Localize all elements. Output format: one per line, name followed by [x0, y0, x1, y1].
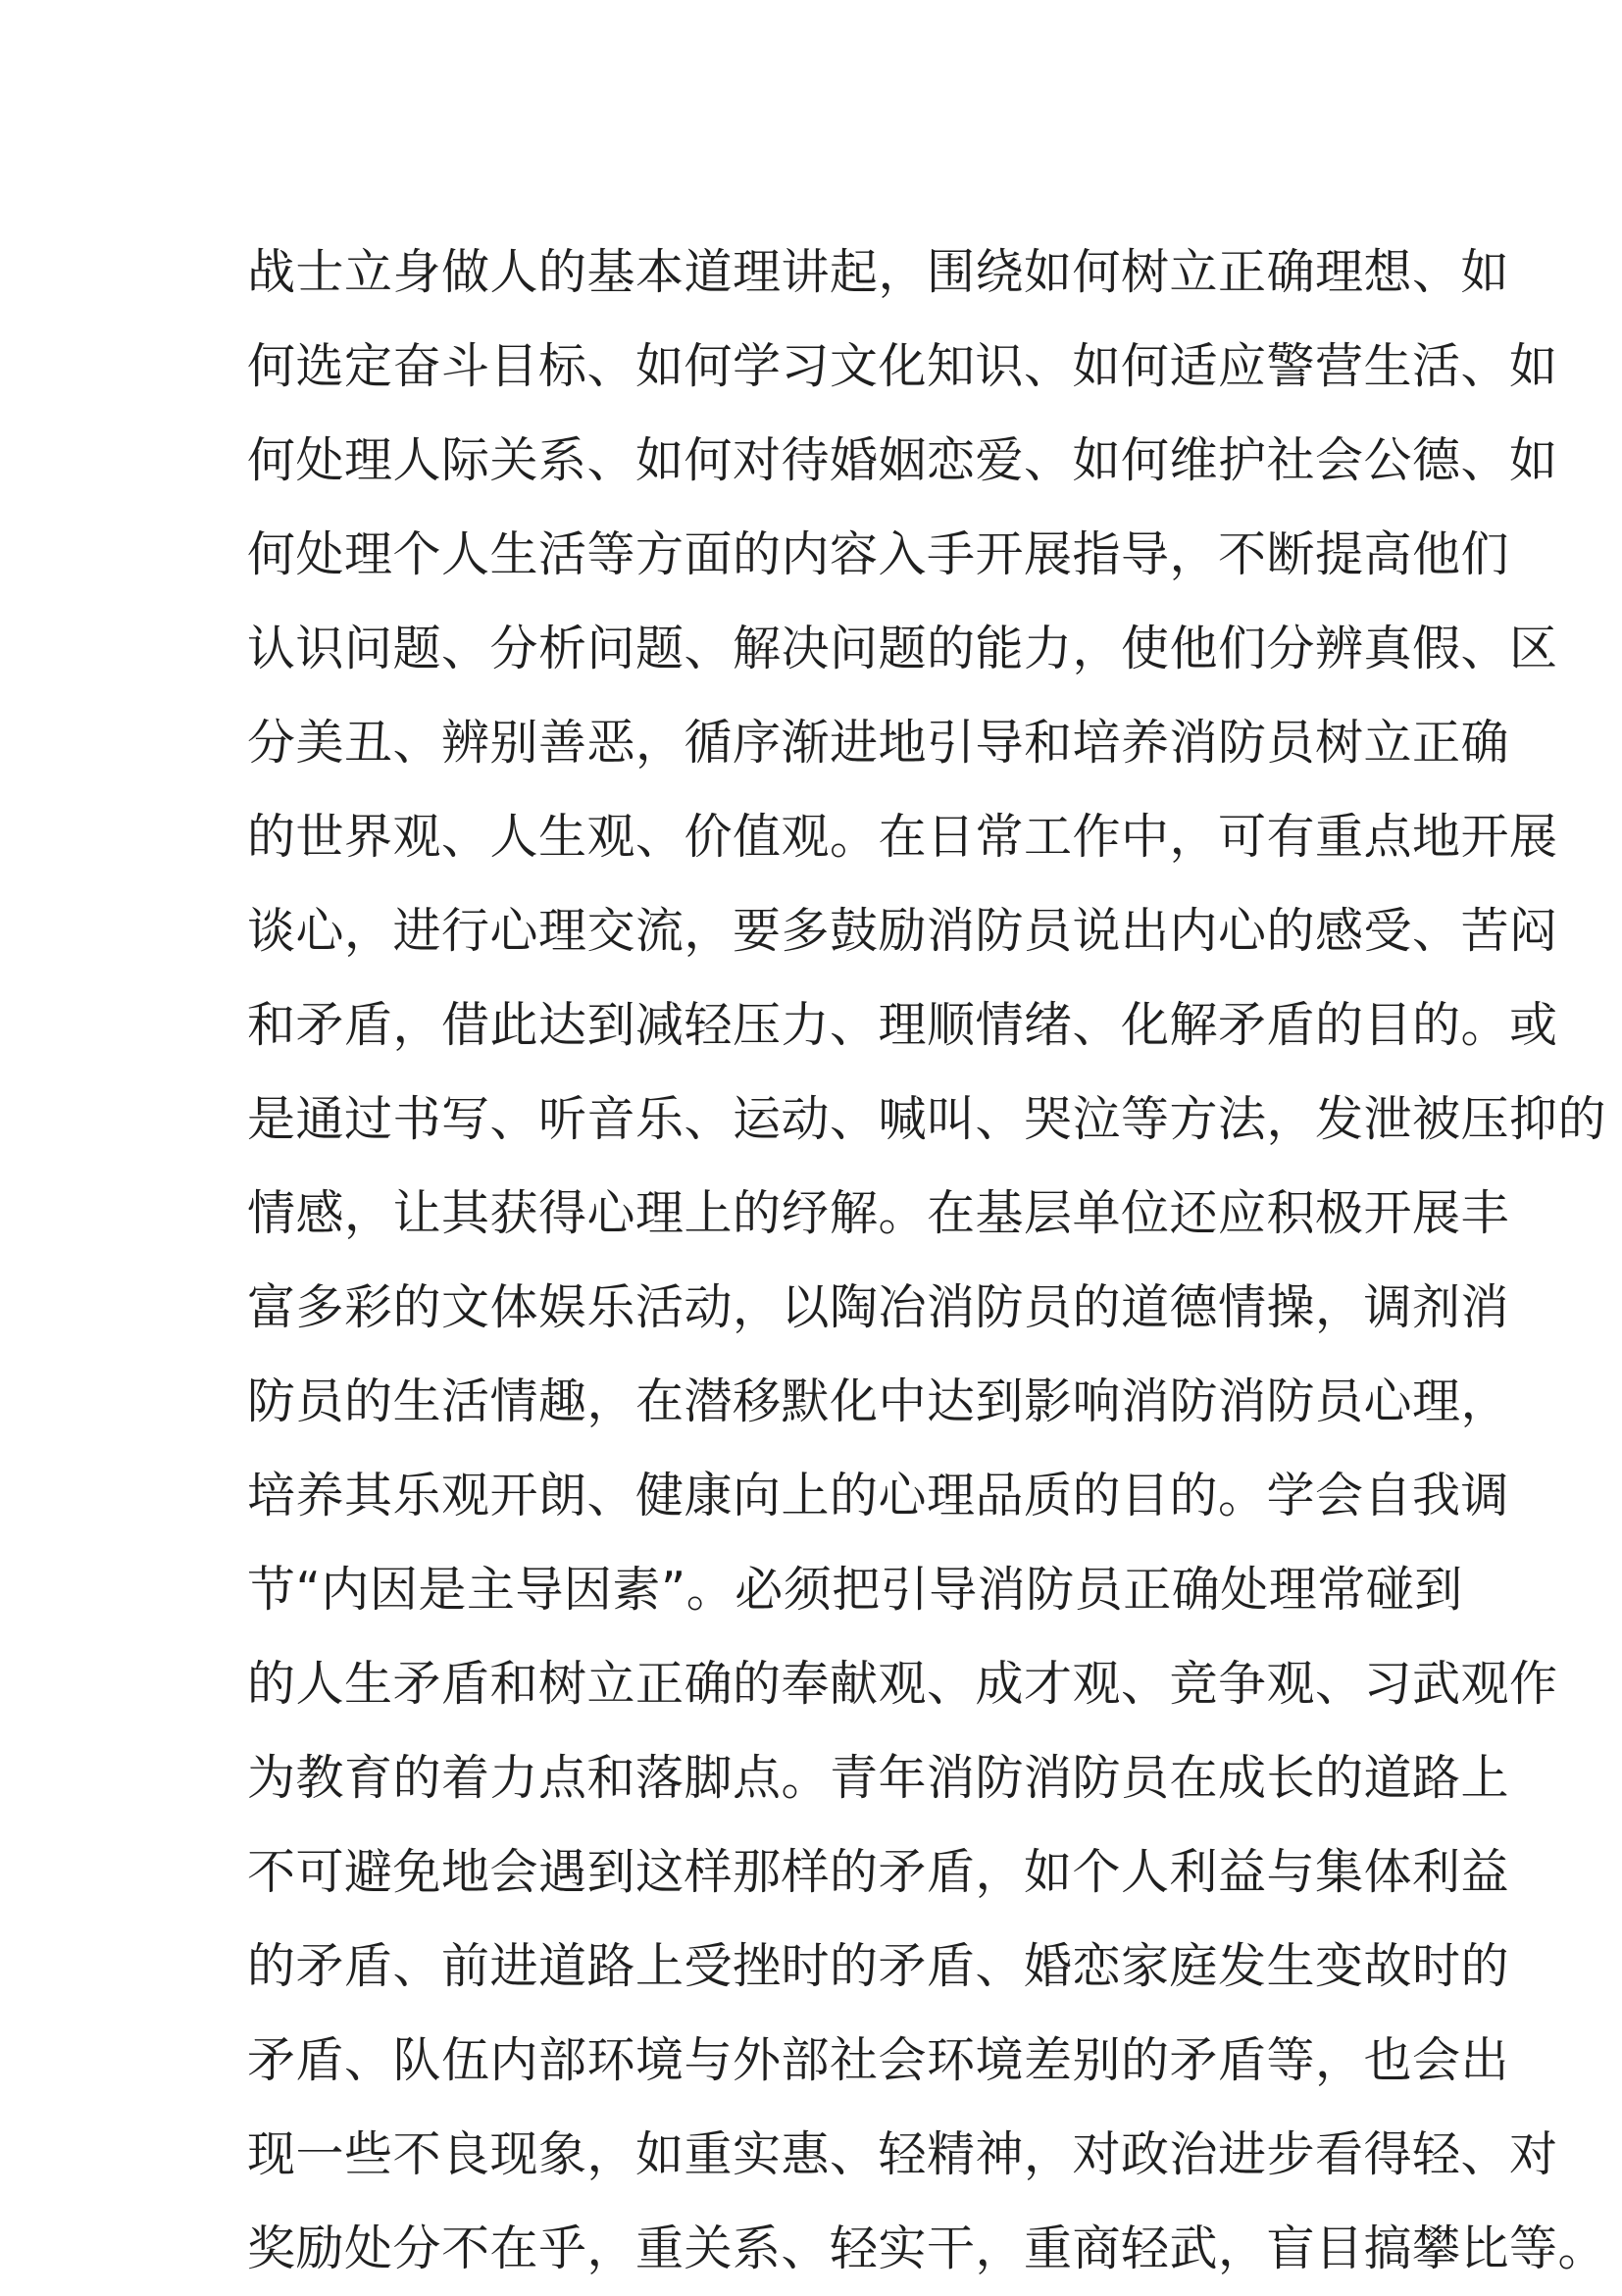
text-line-3: 何处理人际关系、如何对待婚姻恋爱、如何维护社会公德、如 — [247, 432, 1558, 488]
text-line-15: 节“内因是主导因素”。必须把引导消防员正确处理常碰到 — [247, 1562, 1463, 1618]
text-line-20: 矛盾、队伍内部环境与外部社会环境差别的矛盾等，也会出 — [247, 2032, 1510, 2088]
text-line-5: 认识问题、分析问题、解决问题的能力，使他们分辨真假、区 — [247, 621, 1558, 676]
text-line-13: 防员的生活情趣，在潜移默化中达到影响消防消防员心理， — [247, 1373, 1510, 1429]
text-line-16: 的人生矛盾和树立正确的奉献观、成才观、竞争观、习武观作 — [247, 1656, 1558, 1712]
text-line-9: 和矛盾，借此达到减轻压力、理顺情绪、化解矛盾的目的。或 — [247, 997, 1558, 1053]
text-line-17: 为教育的着力点和落脚点。青年消防消防员在成长的道路上 — [247, 1750, 1510, 1806]
text-line-4: 何处理个人生活等方面的内容入手开展指导，不断提高他们 — [247, 526, 1510, 582]
text-line-22: 奖励处分不在乎，重关系、轻实干，重商轻武，盲目搞攀比等。 — [247, 2221, 1607, 2276]
text-line-11: 情感，让其获得心理上的纾解。在基层单位还应积极开展丰 — [247, 1185, 1510, 1241]
body-paragraph — [247, 225, 1607, 2296]
text-line-18: 不可避免地会遇到这样那样的矛盾，如个人利益与集体利益 — [247, 1844, 1510, 1900]
text-line-14: 培养其乐观开朗、健康向上的心理品质的目的。学会自我调 — [247, 1468, 1510, 1523]
text-line-2: 何选定奋斗目标、如何学习文化知识、如何适应警营生活、如 — [247, 338, 1558, 394]
text-line-10: 是通过书写、听音乐、运动、喊叫、哭泣等方法，发泄被压抑的 — [247, 1091, 1607, 1147]
text-line-7: 的世界观、人生观、价值观。在日常工作中，可有重点地开展 — [247, 809, 1558, 865]
text-line-21: 现一些不良现象，如重实惠、轻精神，对政治进步看得轻、对 — [247, 2126, 1558, 2182]
text-line-1: 战士立身做人的基本道理讲起，围绕如何树立正确理想、如 — [247, 244, 1510, 300]
text-line-12: 富多彩的文体娱乐活动，以陶冶消防员的道德情操，调剂消 — [247, 1279, 1510, 1335]
text-line-19: 的矛盾、前进道路上受挫时的矛盾、婚恋家庭发生变故时的 — [247, 1938, 1510, 1994]
text-line-6: 分美丑、辨别善恶，循序渐进地引导和培养消防员树立正确 — [247, 715, 1510, 771]
text-line-8: 谈心，进行心理交流，要多鼓励消防员说出内心的感受、苦闷 — [247, 903, 1558, 959]
